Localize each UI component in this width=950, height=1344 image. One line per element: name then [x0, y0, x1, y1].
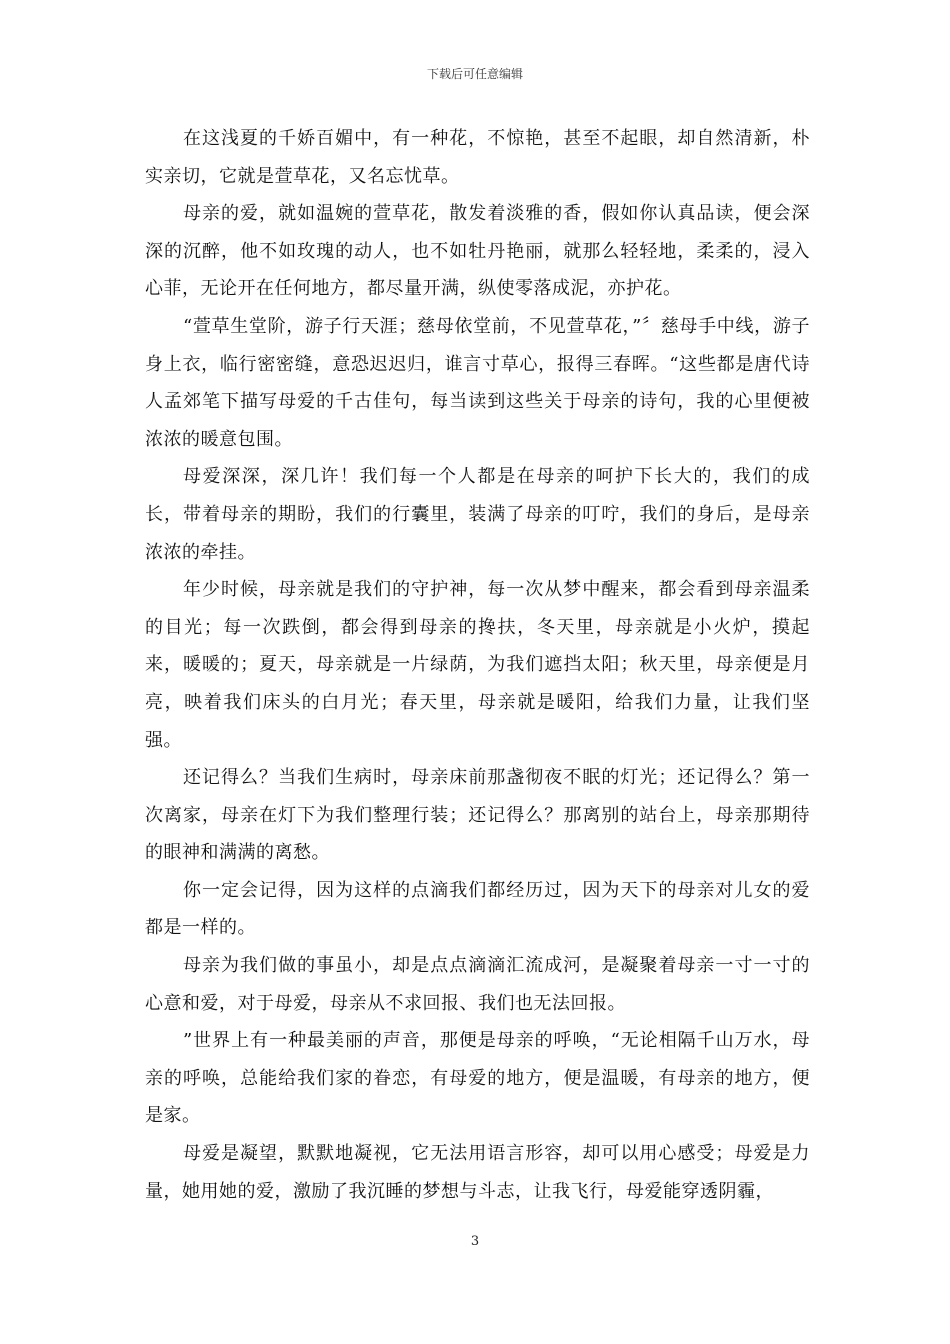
paragraph: 还记得么？当我们生病时，母亲床前那盏彻夜不眠的灯光；还记得么？第一次离家，母亲在灯下为我们整理行装；还记得么？那离别的站台上，母亲那期待的眼神和满满的离愁。 — [145, 767, 810, 864]
page-header: 下载后可任意编辑 — [426, 67, 523, 81]
paragraph: “萱草生堂阶，游子行天涯；慈母依堂前，不见萱草花，”〞慈母手中线，游子身上衣，临行密密缝，意恐迟迟归，谁言寸草心，报得三春晖。“这些都是唐代诗人孟郊笔下描写母爱的千古佳句，每当读到这些关于母亲的诗句，我的心里便被浓浓的暖意包围。 — [145, 315, 810, 450]
paragraph: 母亲的爱，就如温婉的萱草花，散发着淡雅的香，假如你认真品读，便会深深的沉醉，他不如玫瑰的动人，也不如牡丹艳丽，就那么轻轻地，柔柔的，浸入心菲，无论开在任何地方，都尽量开满，纵使零落成泥，亦护花。 — [145, 203, 810, 300]
paragraph: 年少时候，母亲就是我们的守护神，每一次从梦中醒来，都会看到母亲温柔的目光；每一次跌倒，都会得到母亲的搀扶，冬天里，母亲就是小火炉，摸起来，暖暖的；夏天，母亲就是一片绿荫，为我们遮挡太阳；秋天里，母亲便是月亮，映着我们床头的白月光；春天里，母亲就是暖阳，给我们力量，让我们坚强。 — [145, 579, 810, 751]
page-number: 3 — [470, 1234, 480, 1249]
paragraph: ”世界上有一种最美丽的声音，那便是母亲的呼唤，“无论相隔千山万水，母亲的呼唤，总能给我们家的眷恋，有母爱的地方，便是温暖，有母亲的地方，便是家。 — [145, 1030, 810, 1127]
paragraph: 母爱是凝望，默默地凝视，它无法用语言形容，却可以用心感受；母爱是力量，她用她的爱，激励了我沉睡的梦想与斗志，让我飞行，母爱能穿透阴霾， — [145, 1143, 810, 1202]
paragraph: 你一定会记得，因为这样的点滴我们都经历过，因为天下的母亲对儿女的爱都是一样的。 — [145, 879, 810, 939]
paragraph: 在这浅夏的千娇百媚中，有一种花，不惊艳，甚至不起眼，却自然清新，朴实亲切，它就是萱草花，又名忘忧草。 — [145, 128, 810, 187]
paragraph: 母亲为我们做的事虽小，却是点点滴滴汇流成河，是凝聚着母亲一寸一寸的心意和爱，对于母爱，母亲从不求回报、我们也无法回报。 — [145, 955, 810, 1014]
document-body — [145, 120, 810, 1210]
paragraph: 母爱深深，深几许！我们每一个人都是在母亲的呵护下长大的，我们的成长，带着母亲的期盼，我们的行囊里，装满了母亲的叮咛，我们的身后，是母亲浓浓的牵挂。 — [145, 466, 810, 563]
